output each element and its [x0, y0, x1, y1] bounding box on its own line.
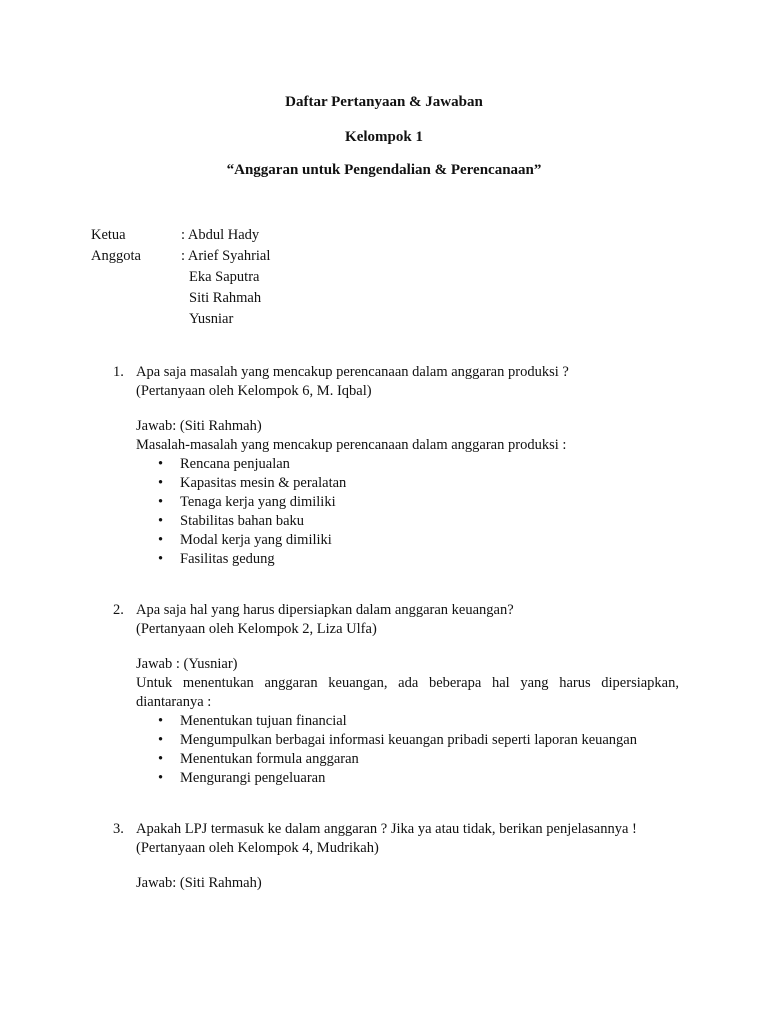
- bullet-icon: •: [158, 770, 164, 786]
- topic-title: “Anggaran untuk Pengendalian & Perencanaan”: [226, 162, 542, 178]
- question-number: 3.: [113, 821, 124, 837]
- group-title: Kelompok 1: [345, 129, 423, 145]
- bullet-icon: •: [158, 456, 164, 472]
- question-text: Apakah LPJ termasuk ke dalam anggaran ? Jika ya atau tidak, berikan penjelasannya !: [136, 821, 637, 837]
- list-item: • Menentukan formula anggaran: [136, 750, 679, 769]
- document-title: Daftar Pertanyaan & Jawaban: [285, 94, 483, 110]
- leader-label: Ketua: [91, 227, 126, 243]
- member-row: [91, 310, 270, 331]
- list-item: • Modal kerja yang dimiliki: [136, 531, 679, 550]
- list-item: • Kapasitas mesin & peralatan: [136, 474, 679, 493]
- bullet-icon: •: [158, 732, 164, 748]
- member-name: Siti Rahmah: [189, 290, 262, 306]
- answer-by: Jawab: (Siti Rahmah): [136, 418, 262, 434]
- bullet-icon: •: [158, 494, 164, 510]
- bullet-icon: •: [158, 751, 164, 767]
- answer-by: Jawab : (Yusniar): [136, 656, 238, 672]
- question-asker: (Pertanyaan oleh Kelompok 4, Mudrikah): [136, 840, 379, 856]
- question-text: Apa saja masalah yang mencakup perencanaan dalam anggaran produksi ?: [136, 364, 569, 380]
- question-number: 2.: [113, 602, 124, 618]
- member-name: : Arief Syahrial: [181, 248, 271, 264]
- answer-intro: Untuk menentukan anggaran keuangan, ada beberapa hal yang harus dipersiapkan,: [136, 675, 679, 691]
- answer-by: Jawab: (Siti Rahmah): [136, 875, 262, 891]
- list-item: • Fasilitas gedung: [136, 550, 679, 569]
- list-item: • Mengurangi pengeluaran: [136, 769, 679, 788]
- member-row: [91, 268, 270, 289]
- answer-list: [113, 712, 679, 788]
- question-asker: (Pertanyaan oleh Kelompok 6, M. Iqbal): [136, 383, 372, 399]
- question-item: [113, 363, 679, 569]
- question-asker: (Pertanyaan oleh Kelompok 2, Liza Ulfa): [136, 621, 377, 637]
- member-name: Yusniar: [189, 311, 234, 327]
- bullet-icon: •: [158, 532, 164, 548]
- members-label: Anggota: [91, 248, 141, 264]
- member-list: [91, 226, 270, 331]
- answer-list: [113, 455, 679, 569]
- question-item: [113, 601, 679, 788]
- list-item: • Tenaga kerja yang dimiliki: [136, 493, 679, 512]
- question-number: 1.: [113, 364, 124, 380]
- member-name: Eka Saputra: [189, 269, 260, 285]
- list-item: • Menentukan tujuan financial: [136, 712, 679, 731]
- answer-intro-continued: diantaranya :: [136, 694, 212, 710]
- list-item: • Mengumpulkan berbagai informasi keuangan pribadi seperti laporan keuangan: [136, 731, 679, 750]
- answer-intro: Masalah-masalah yang mencakup perencanaan dalam anggaran produksi :: [136, 437, 567, 453]
- leader-name: : Abdul Hady: [181, 227, 260, 243]
- question-text: Apa saja hal yang harus dipersiapkan dalam anggaran keuangan?: [136, 602, 514, 618]
- question-item: [113, 820, 679, 893]
- bullet-icon: •: [158, 713, 164, 729]
- bullet-icon: •: [158, 513, 164, 529]
- member-row: [91, 289, 270, 310]
- member-row: [91, 247, 270, 268]
- list-item: • Stabilitas bahan baku: [136, 512, 679, 531]
- bullet-icon: •: [158, 475, 164, 491]
- bullet-icon: •: [158, 551, 164, 567]
- list-item: • Rencana penjualan: [136, 455, 679, 474]
- leader-row: [91, 226, 270, 247]
